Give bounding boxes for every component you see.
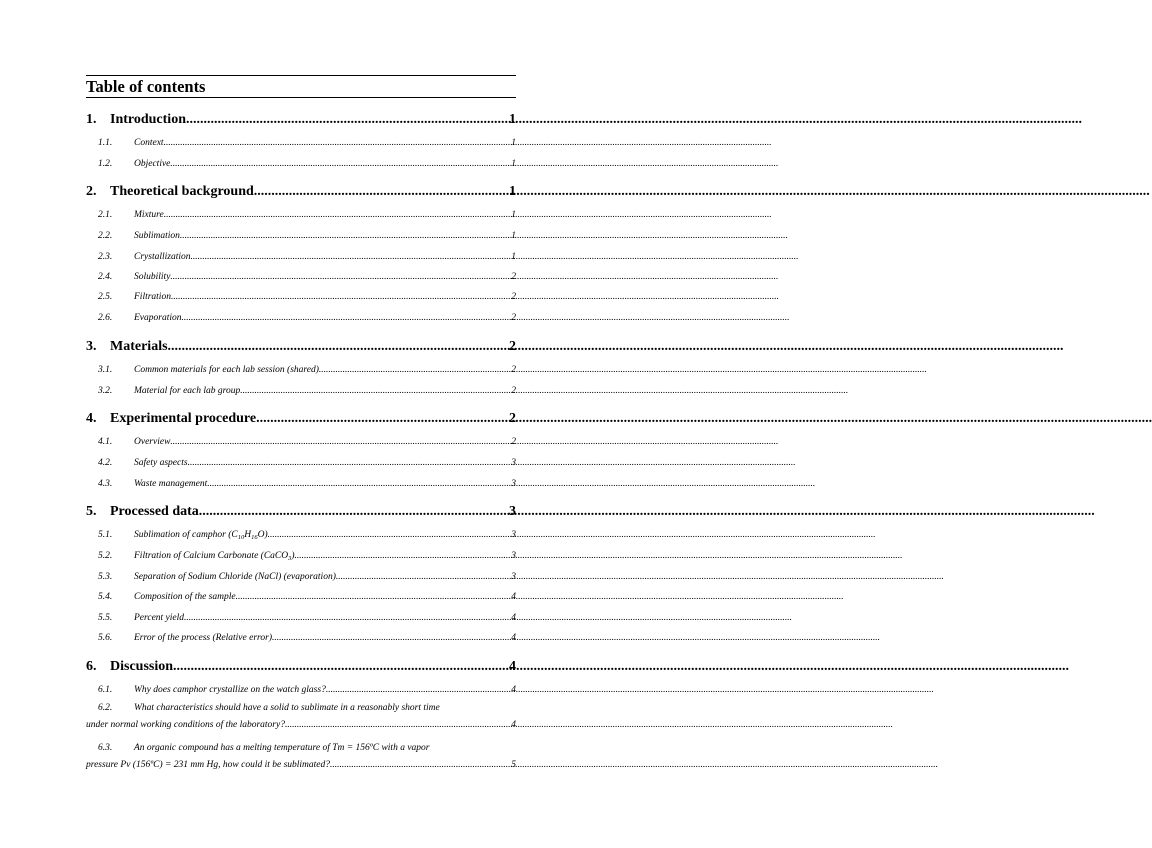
subsection-label: Waste management (134, 479, 208, 489)
dot-leader (170, 158, 510, 170)
subsection-label: Objective (134, 159, 171, 169)
toc-entry-5[interactable] (86, 503, 516, 521)
subsection-page: 4 (511, 613, 516, 623)
label-part: ) (291, 551, 295, 561)
subsection-number: 4.3. (98, 479, 113, 489)
subsection-label: Filtration (134, 292, 171, 302)
subsection-page: 1 (511, 210, 516, 220)
subsection-page: 4 (511, 633, 516, 643)
subsection-page: 5 (511, 760, 516, 770)
subsection-page: 3 (511, 551, 516, 561)
subsection-label-line1: An organic compound has a melting temperature of Tm = 156ºC with a vapor (134, 743, 430, 753)
subsection-number: 5.2. (98, 551, 113, 561)
entry-second-line (86, 757, 516, 774)
section-page: 3 (509, 504, 516, 519)
subsection-label-line2: pressure Pv (156ºC) = 231 mm Hg, how could it be sublimated? (86, 760, 331, 770)
subsection-label: Sublimation (134, 231, 180, 241)
toc-entry-5-2[interactable] (86, 550, 516, 562)
subsection-page: 2 (511, 365, 516, 375)
toc-entry-4[interactable] (86, 410, 516, 428)
entry-first-line (86, 700, 516, 717)
subsection-number: 1.2. (98, 159, 113, 169)
subsection-label: Common materials for each lab session (shared) (134, 365, 319, 375)
subsection-label: Material for each lab group (134, 386, 241, 396)
subsection-page: 4 (511, 592, 516, 602)
dot-leader (285, 717, 510, 734)
section-label: Experimental procedure (110, 411, 257, 426)
subsection-page: 3 (511, 530, 516, 540)
subsection-page: 2 (511, 313, 516, 323)
toc-entry-4-1[interactable] (86, 436, 516, 448)
dot-leader (295, 550, 511, 562)
dot-leader (199, 503, 508, 521)
subsection-label: Why does camphor crystallize on the watch glass? (134, 685, 326, 695)
subsection-label: Context (134, 138, 164, 148)
subsection-number: 6.2. (98, 703, 113, 713)
subsection-number: 5.5. (98, 613, 113, 623)
label-part: O) (257, 530, 268, 540)
title-bottom-rule (86, 97, 516, 98)
subsection-page: 2 (511, 292, 516, 302)
label-part: Sublimation of camphor (C (134, 530, 238, 540)
toc-entry-6-3[interactable] (86, 740, 516, 774)
entry-second-line (86, 717, 516, 734)
subsection-label: Solubility (134, 272, 171, 282)
subsection-label: Mixture (134, 210, 164, 220)
dot-leader (207, 478, 510, 490)
subsection-page: 2 (511, 437, 516, 447)
section-number: 4. (86, 411, 97, 426)
dot-leader (164, 137, 511, 149)
dot-leader (336, 571, 510, 583)
toc-entry-2-5[interactable] (86, 291, 516, 303)
dot-leader (170, 436, 510, 448)
dot-leader (236, 591, 511, 603)
dot-leader (171, 291, 510, 303)
section-page: 4 (509, 659, 516, 674)
toc-entry-5-6[interactable] (86, 632, 516, 644)
toc-title: Table of contents (86, 77, 206, 96)
subsection-number: 2.4. (98, 272, 113, 282)
subsection-page: 3 (511, 572, 516, 582)
subsection-page: 3 (511, 458, 516, 468)
section-number: 3. (86, 339, 97, 354)
subsection-number: 2.1. (98, 210, 113, 220)
subsection-number: 6.1. (98, 685, 113, 695)
subsection-page: 1 (511, 159, 516, 169)
subsection-number: 3.2. (98, 386, 113, 396)
subsection-label: Crystallization (134, 252, 191, 262)
section-label: Theoretical background (110, 184, 254, 199)
section-page: 1 (509, 184, 516, 199)
subsection-number: 4.2. (98, 458, 113, 468)
section-number: 6. (86, 659, 97, 674)
subsection-number: 5.1. (98, 530, 113, 540)
subsection-page: 1 (511, 138, 516, 148)
section-number: 2. (86, 184, 97, 199)
toc-entry-6-2[interactable] (86, 700, 516, 734)
section-page: 2 (509, 411, 516, 426)
subsection-number: 6.3. (98, 743, 113, 753)
dot-leader (182, 312, 511, 324)
section-label: Processed data (110, 504, 199, 519)
subsection-label (134, 529, 268, 541)
subsection-page: 2 (511, 272, 516, 282)
subsection-number: 3.1. (98, 365, 113, 375)
dot-leader (240, 385, 510, 397)
toc-entry-4-2[interactable] (86, 457, 516, 469)
dot-leader (180, 230, 510, 242)
subsection-label: Overview (134, 437, 171, 447)
subsection-page: 2 (511, 386, 516, 396)
toc-entry-5-1[interactable] (86, 529, 516, 541)
subsection-number: 2.2. (98, 231, 113, 241)
toc-entry-6[interactable] (86, 658, 516, 676)
toc-entry-3[interactable] (86, 338, 516, 356)
toc-entry-1-2[interactable] (86, 158, 516, 170)
dot-leader (272, 632, 510, 644)
subsection-number: 4.1. (98, 437, 113, 447)
subsection-label: Error of the process (Relative error) (134, 633, 272, 643)
toc-entry-2[interactable] (86, 183, 516, 201)
subsection-label: Composition of the sample (134, 592, 236, 602)
subsection-label: Safety aspects (134, 458, 188, 468)
subsection-page: 3 (511, 479, 516, 489)
toc-entry-2-6[interactable] (86, 312, 516, 324)
subsection-label: Percent yield (134, 613, 185, 623)
label-part: H (244, 530, 252, 540)
section-page: 1 (509, 112, 516, 127)
section-label: Discussion (110, 659, 174, 674)
subsection-page: 1 (511, 231, 516, 241)
toc-entry-2-2[interactable] (86, 230, 516, 242)
label-part: Filtration of Calcium Carbonate (CaCO (134, 551, 289, 561)
subscript: 3 (288, 555, 292, 562)
entry-first-line (86, 740, 516, 757)
toc-entry-5-3[interactable] (86, 571, 516, 583)
toc-entry-2-4[interactable] (86, 271, 516, 283)
subsection-page: 4 (511, 685, 516, 695)
toc-entry-6-1[interactable] (86, 684, 516, 696)
subsection-label: Evaporation (134, 313, 182, 323)
dot-leader (170, 271, 510, 283)
subsection-number: 2.5. (98, 292, 113, 302)
dot-leader (319, 364, 510, 376)
section-number: 1. (86, 112, 97, 127)
dot-leader (173, 658, 508, 676)
subsection-label (134, 550, 295, 562)
subsection-number: 5.3. (98, 572, 113, 582)
dot-leader (330, 757, 510, 774)
subsection-number: 5.4. (98, 592, 113, 602)
dot-leader (326, 684, 510, 696)
toc-entry-2-3[interactable] (86, 251, 516, 263)
subsection-label: Separation of Sodium Chloride (NaCl) (evaporation) (134, 572, 336, 582)
subsection-page: 4 (511, 720, 516, 730)
toc-entry-1-1[interactable] (86, 137, 516, 149)
subsection-page: 1 (511, 252, 516, 262)
dot-leader (186, 111, 508, 129)
toc-entry-3-2[interactable] (86, 385, 516, 397)
toc-entry-3-1[interactable] (86, 364, 516, 376)
section-label: Materials (110, 339, 168, 354)
dot-leader (184, 612, 510, 624)
subsection-number: 2.3. (98, 252, 113, 262)
toc-entry-4-3[interactable] (86, 478, 516, 490)
toc-entry-5-4[interactable] (86, 591, 516, 603)
subsection-label-line1: What characteristics should have a solid to sublimate in a reasonably short time (134, 703, 440, 713)
subsection-label-line2: under normal working conditions of the laboratory? (86, 720, 285, 730)
dot-leader (190, 251, 510, 263)
subscript: 10 (237, 534, 245, 541)
title-top-rule (86, 75, 516, 76)
toc-entry-5-5[interactable] (86, 612, 516, 624)
dot-leader (254, 183, 508, 201)
toc-entry-2-1[interactable] (86, 209, 516, 221)
section-label: Introduction (110, 112, 186, 127)
subsection-number: 1.1. (98, 138, 113, 148)
dot-leader (268, 529, 511, 541)
subsection-number: 2.6. (98, 313, 113, 323)
dot-leader (188, 457, 511, 469)
section-page: 2 (509, 339, 516, 354)
subscript: 16 (251, 534, 258, 541)
dot-leader (168, 338, 508, 356)
dot-leader (256, 410, 508, 428)
subsection-number: 5.6. (98, 633, 113, 643)
dot-leader (164, 209, 511, 221)
section-number: 5. (86, 504, 97, 519)
toc-entry-1[interactable] (86, 111, 516, 129)
